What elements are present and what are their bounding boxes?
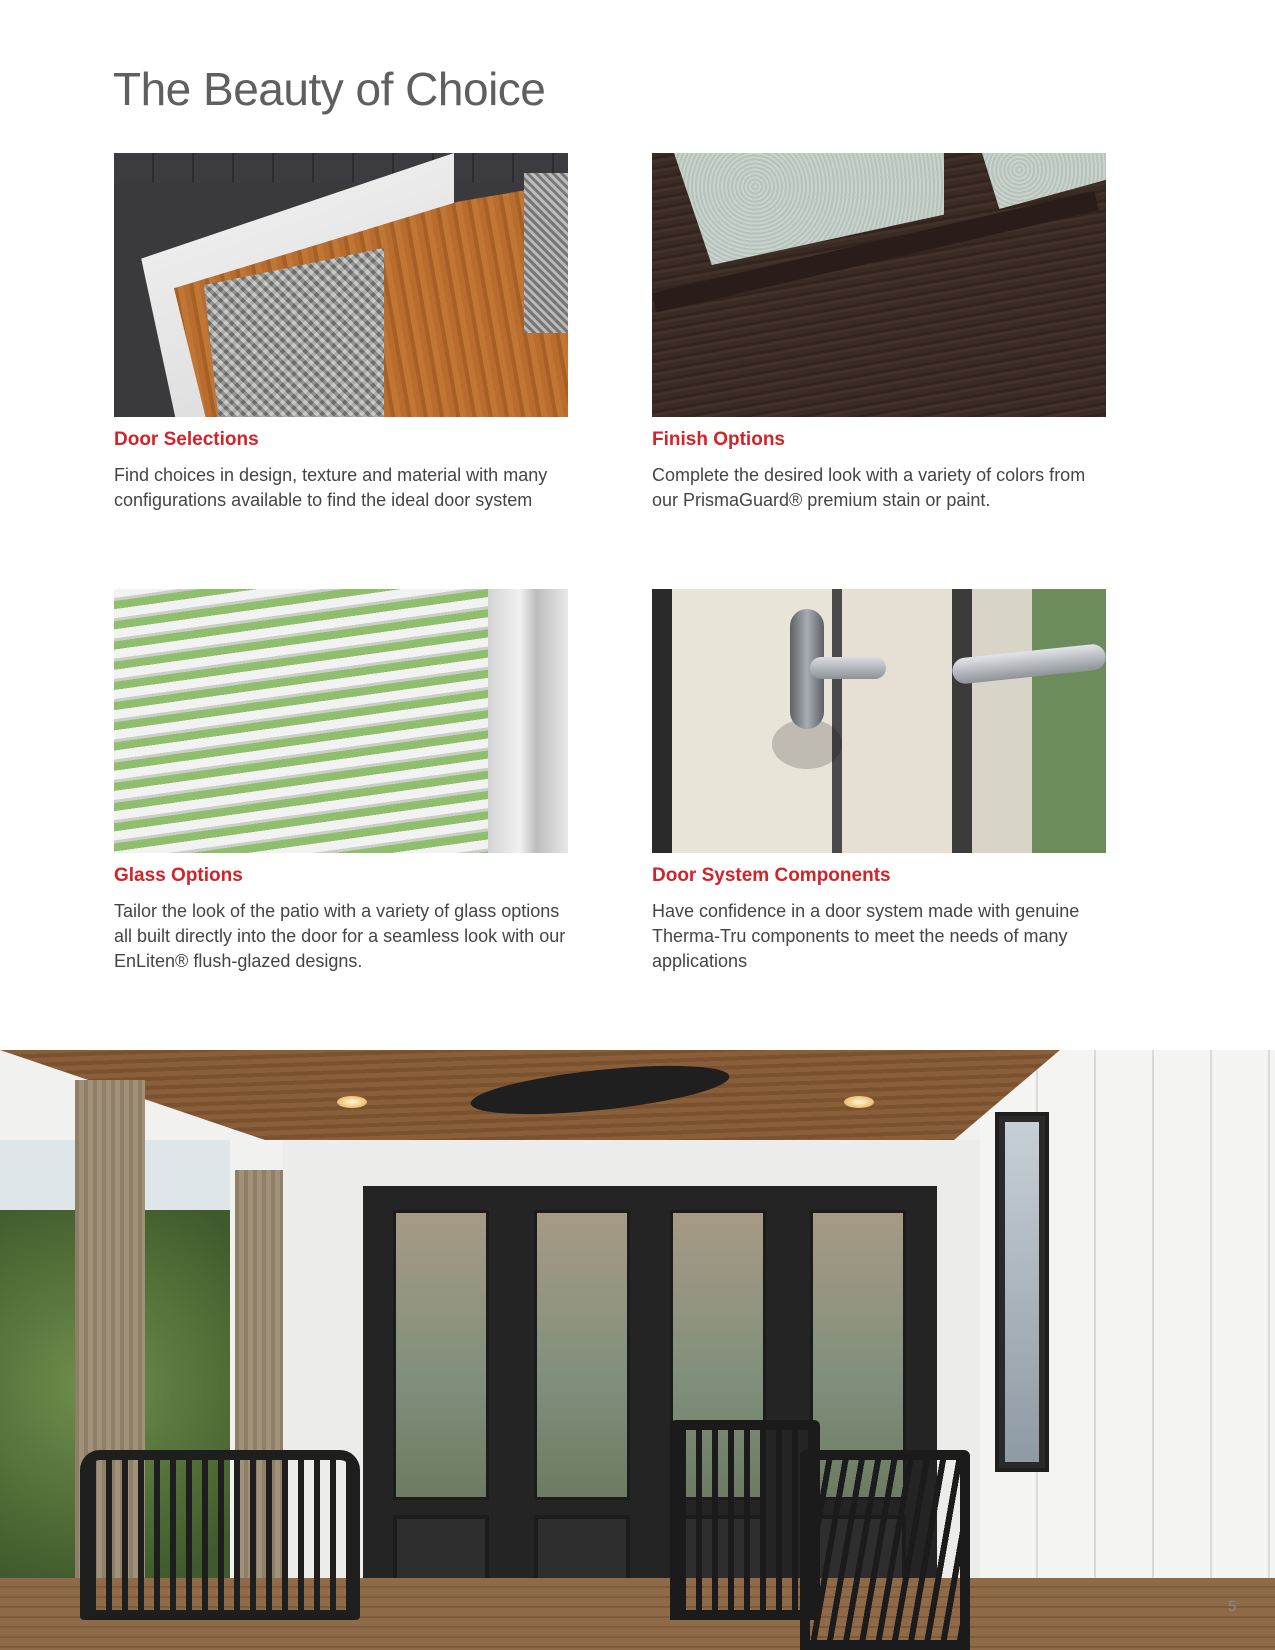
card-text: Complete the desired look with a variety of colors from our PrismaGuard® premium stain or paint. <box>652 465 1086 510</box>
glass-options-photo <box>114 589 568 853</box>
page-number: 5 <box>1228 1598 1237 1615</box>
finish-options-photo <box>652 153 1106 417</box>
door-selections-photo <box>114 153 568 417</box>
card-title: Door Selections <box>114 429 259 450</box>
card-door-selections <box>114 153 568 513</box>
card-text: Find choices in design, texture and material with many configurations available to find the ideal door system <box>114 465 548 510</box>
card-finish-options <box>652 153 1106 513</box>
card-glass-options <box>114 589 568 974</box>
door-system-components-photo <box>652 589 1106 853</box>
card-text: Have confidence in a door system made with genuine Therma-Tru components to meet the needs of many applications <box>652 901 1080 971</box>
card-title: Finish Options <box>652 429 785 450</box>
card-title: Glass Options <box>114 865 243 886</box>
porch-hero-photo <box>0 1050 1275 1650</box>
card-text: Tailor the look of the patio with a variety of glass options all built directly into the door for a seamless look with our EnLiten® flush-glazed designs. <box>114 901 566 971</box>
card-door-system-components <box>652 589 1106 974</box>
card-title: Door System Components <box>652 865 891 886</box>
page-title: The Beauty of Choice <box>113 63 546 115</box>
